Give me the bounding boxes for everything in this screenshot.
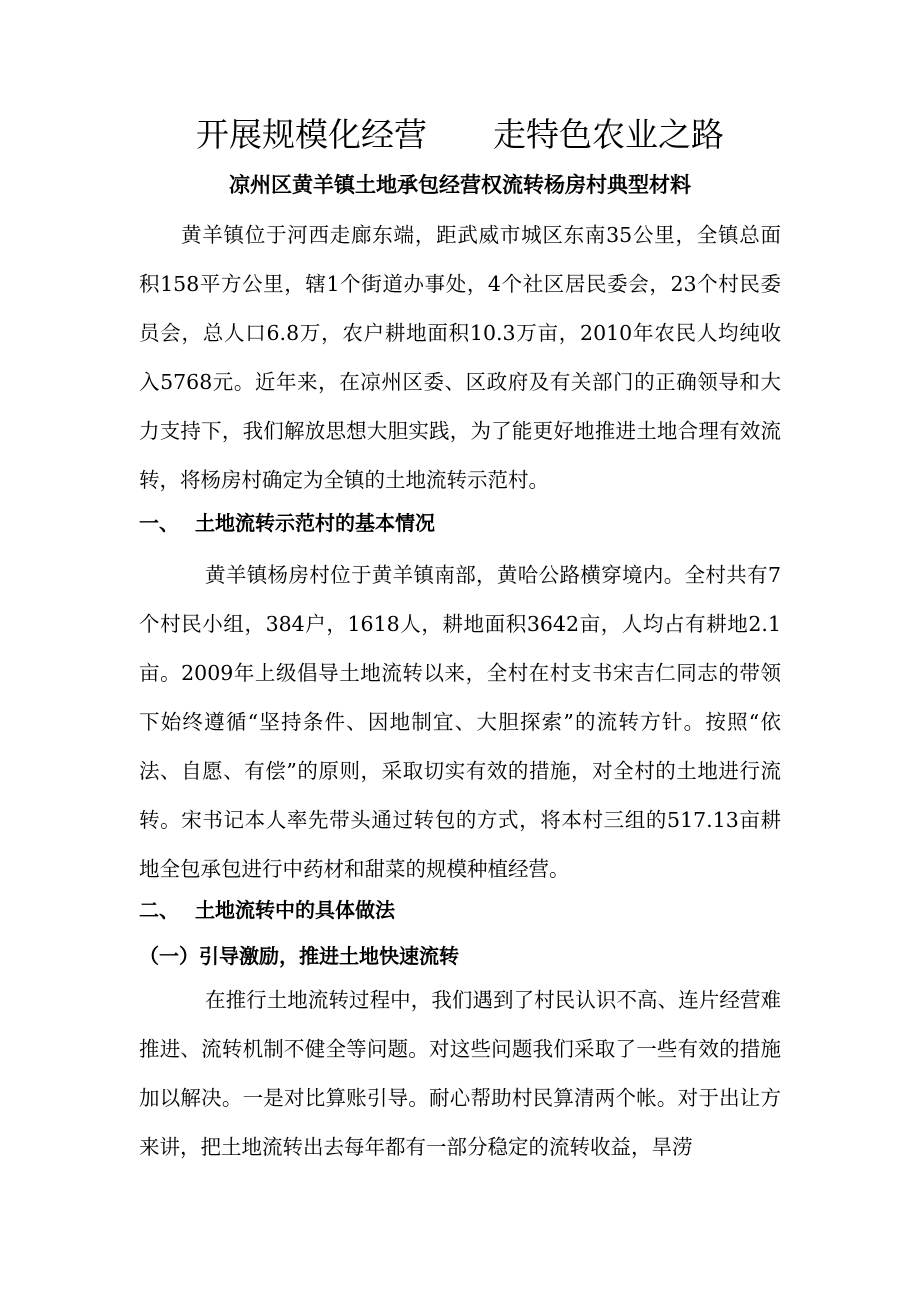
title-part-2: 走特色农业之路 <box>493 115 724 154</box>
section-2-title: 土地流转中的具体做法 <box>195 898 395 922</box>
document-subtitle: 凉州区黄羊镇土地承包经营权流转杨房村典型材料 <box>229 173 691 197</box>
document-title <box>0 110 920 160</box>
section-1-heading <box>139 508 781 538</box>
subsection-1-heading: （一）引导激励，推进土地快速流转 <box>139 944 459 968</box>
section-1-number: 一、 <box>139 511 179 535</box>
subsection-1-paragraph: 在推行土地流转过程中，我们遇到了村民认识不高、连片经营难推进、流转机制不健全等问题。对这些问题我们采取了一些有效的措施加以解决。一是对比算账引导。耐心帮助村民算清两个帐。对于出让方来讲，把土地流转出去每年都有一部分稳定的流转收益，旱涝 <box>139 988 781 1159</box>
section-2-number: 二、 <box>139 898 179 922</box>
section-1-paragraph: 黄羊镇杨房村位于黄羊镇南部，黄哈公路横穿境内。全村共有7个村民小组，384户，1618人，耕地面积3642亩，人均占有耕地2.1亩。2009年上级倡导土地流转以来，全村在村支书宋吉仁同志的带领下始终遵循“坚持条件、因地制宜、大胆探索”的流转方针。按照“依法、自愿、有偿”的原则，采取切实有效的措施，对全村的土地进行流转。宋书记本人率先带头通过转包的方式，将本村三组的517.13亩耕地全包承包进行中药材和甜菜的规模种植经营。 <box>139 563 781 881</box>
title-part-1: 开展规模化经营 <box>196 115 427 154</box>
intro-paragraph: 黄羊镇位于河西走廊东端，距武威市城区东南35公里，全镇总面积158平方公里，辖1个街道办事处，4个社区居民委会，23个村民委员会，总人口6.8万，农户耕地面积10.3万亩，2010年农民人均纯收入5768元。近年来，在凉州区委、区政府及有关部门的正确领导和大力支持下，我们解放思想大胆实践，为了能更好地推进土地合理有效流转，将杨房村确定为全镇的土地流转示范村。 <box>139 223 781 492</box>
section-2-heading <box>139 895 781 925</box>
section-1-title: 土地流转示范村的基本情况 <box>195 511 435 535</box>
